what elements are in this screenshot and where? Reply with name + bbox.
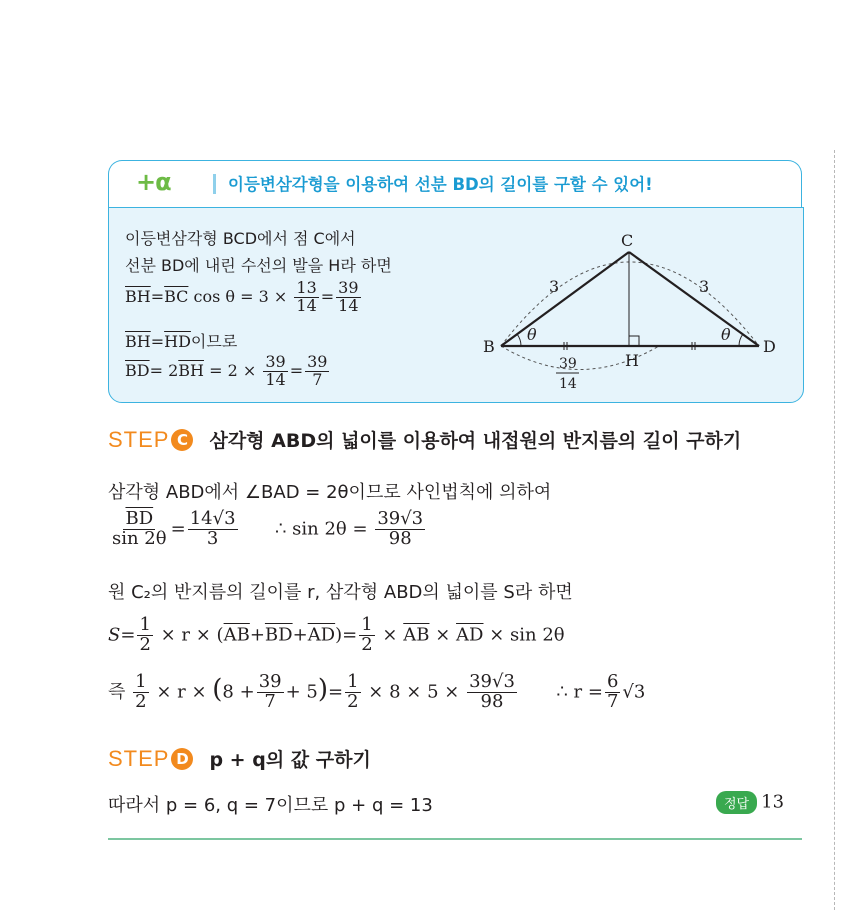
label-c: C (621, 231, 634, 250)
label-b: B (483, 337, 495, 356)
angle-arc-b (517, 334, 521, 346)
label-d: D (763, 337, 776, 356)
tip-line-2: 선분 BD에 내린 수선의 발을 H라 하면 (125, 256, 392, 275)
step-c-text-1: 삼각형 ABD에서 ∠BAD = 2θ이므로 사인법칙에 의하여 (108, 482, 552, 503)
label-bd-num: 39 (559, 356, 577, 372)
step-d-title: p + q의 값 구하기 (209, 749, 371, 771)
law-of-sines-line: $\frac{\overline{BD}}{\sin 2\theta}$ = $\frac{14√3}{3}$ ∴ sin 2θ = $\frac{39√3}{98}$ (112, 508, 424, 549)
side-cd (629, 252, 759, 346)
step-d-heading: STEP D p + q의 값 구하기 (108, 745, 371, 771)
label-side-bc: 3 (549, 277, 560, 296)
tip-line-5: $\overline{BD}= 2\overline{BH} = 2$ × $\frac{39}{14}$ = $\frac{39}{7}$ (125, 352, 328, 389)
answer-badge: 정답 (716, 791, 757, 814)
side-bc (501, 252, 629, 346)
label-bd-den: 14 (559, 376, 577, 392)
alpha-tip-title: 이등변삼각형을 이용하여 선분 BD의 길이를 구할 수 있어! (228, 175, 653, 194)
step-c-heading: STEP C 삼각형 ABD의 넓이를 이용하여 내접원의 반지름의 길이 구하기 (108, 426, 742, 452)
label-side-cd: 3 (699, 277, 710, 296)
step-c-title: 삼각형 ABD의 넓이를 이용하여 내접원의 반지름의 길이 구하기 (209, 430, 742, 452)
alpha-tip-header (108, 160, 802, 208)
angle-arc-d (739, 334, 743, 346)
tip-line-4: $\overline{BH}=\overline{HD}$이므로 (125, 332, 238, 351)
area-formula-line: S= $\frac{1}{2}$ × $r \times (\overline{AB}+\overline{BD}+\overline{AD})=$ $\frac{1}{2}$ × $\overline{AB} \times \overline{AD} \times \sin 2\theta$ (108, 614, 565, 655)
label-angle-d: θ (721, 325, 731, 344)
answer-row (716, 791, 784, 814)
step-d-text: 따라서 p = 6, q = 7이므로 p + q = 13 (108, 795, 433, 816)
step-c-text-2: 원 C₂의 반지름의 길이를 r, 삼각형 ABD의 넓이를 S라 하면 (108, 582, 573, 603)
isosceles-triangle-figure (469, 218, 789, 398)
bottom-divider (108, 838, 802, 840)
tip-line-3: $\overline{BH}=\overline{BC}$ cos θ = 3 × $\frac{13}{14}$ = $\frac{39}{14}$ (125, 278, 359, 315)
label-h: H (625, 351, 639, 370)
step-d-badge: D (171, 748, 193, 770)
step-c-badge: C (171, 429, 193, 451)
page-margin-dotted-line (834, 150, 835, 910)
label-angle-b: θ (527, 325, 537, 344)
right-angle-mark (629, 336, 639, 346)
header-divider (213, 174, 216, 194)
solve-radius-line: 즉 $\frac{1}{2}$ × r × (8 + $\frac{39}{7}$ + 5)= $\frac{1}{2}$ × 8 × 5 × $\frac{39√3}{98}$ ∴ r = $\frac{6}{7}$ √3 (108, 671, 646, 712)
tip-line-1: 이등변삼각형 BCD에서 점 C에서 (125, 229, 356, 248)
alpha-tip-box (108, 207, 804, 403)
plus-alpha-icon: +α (136, 168, 171, 196)
answer-value: 13 (761, 791, 785, 813)
